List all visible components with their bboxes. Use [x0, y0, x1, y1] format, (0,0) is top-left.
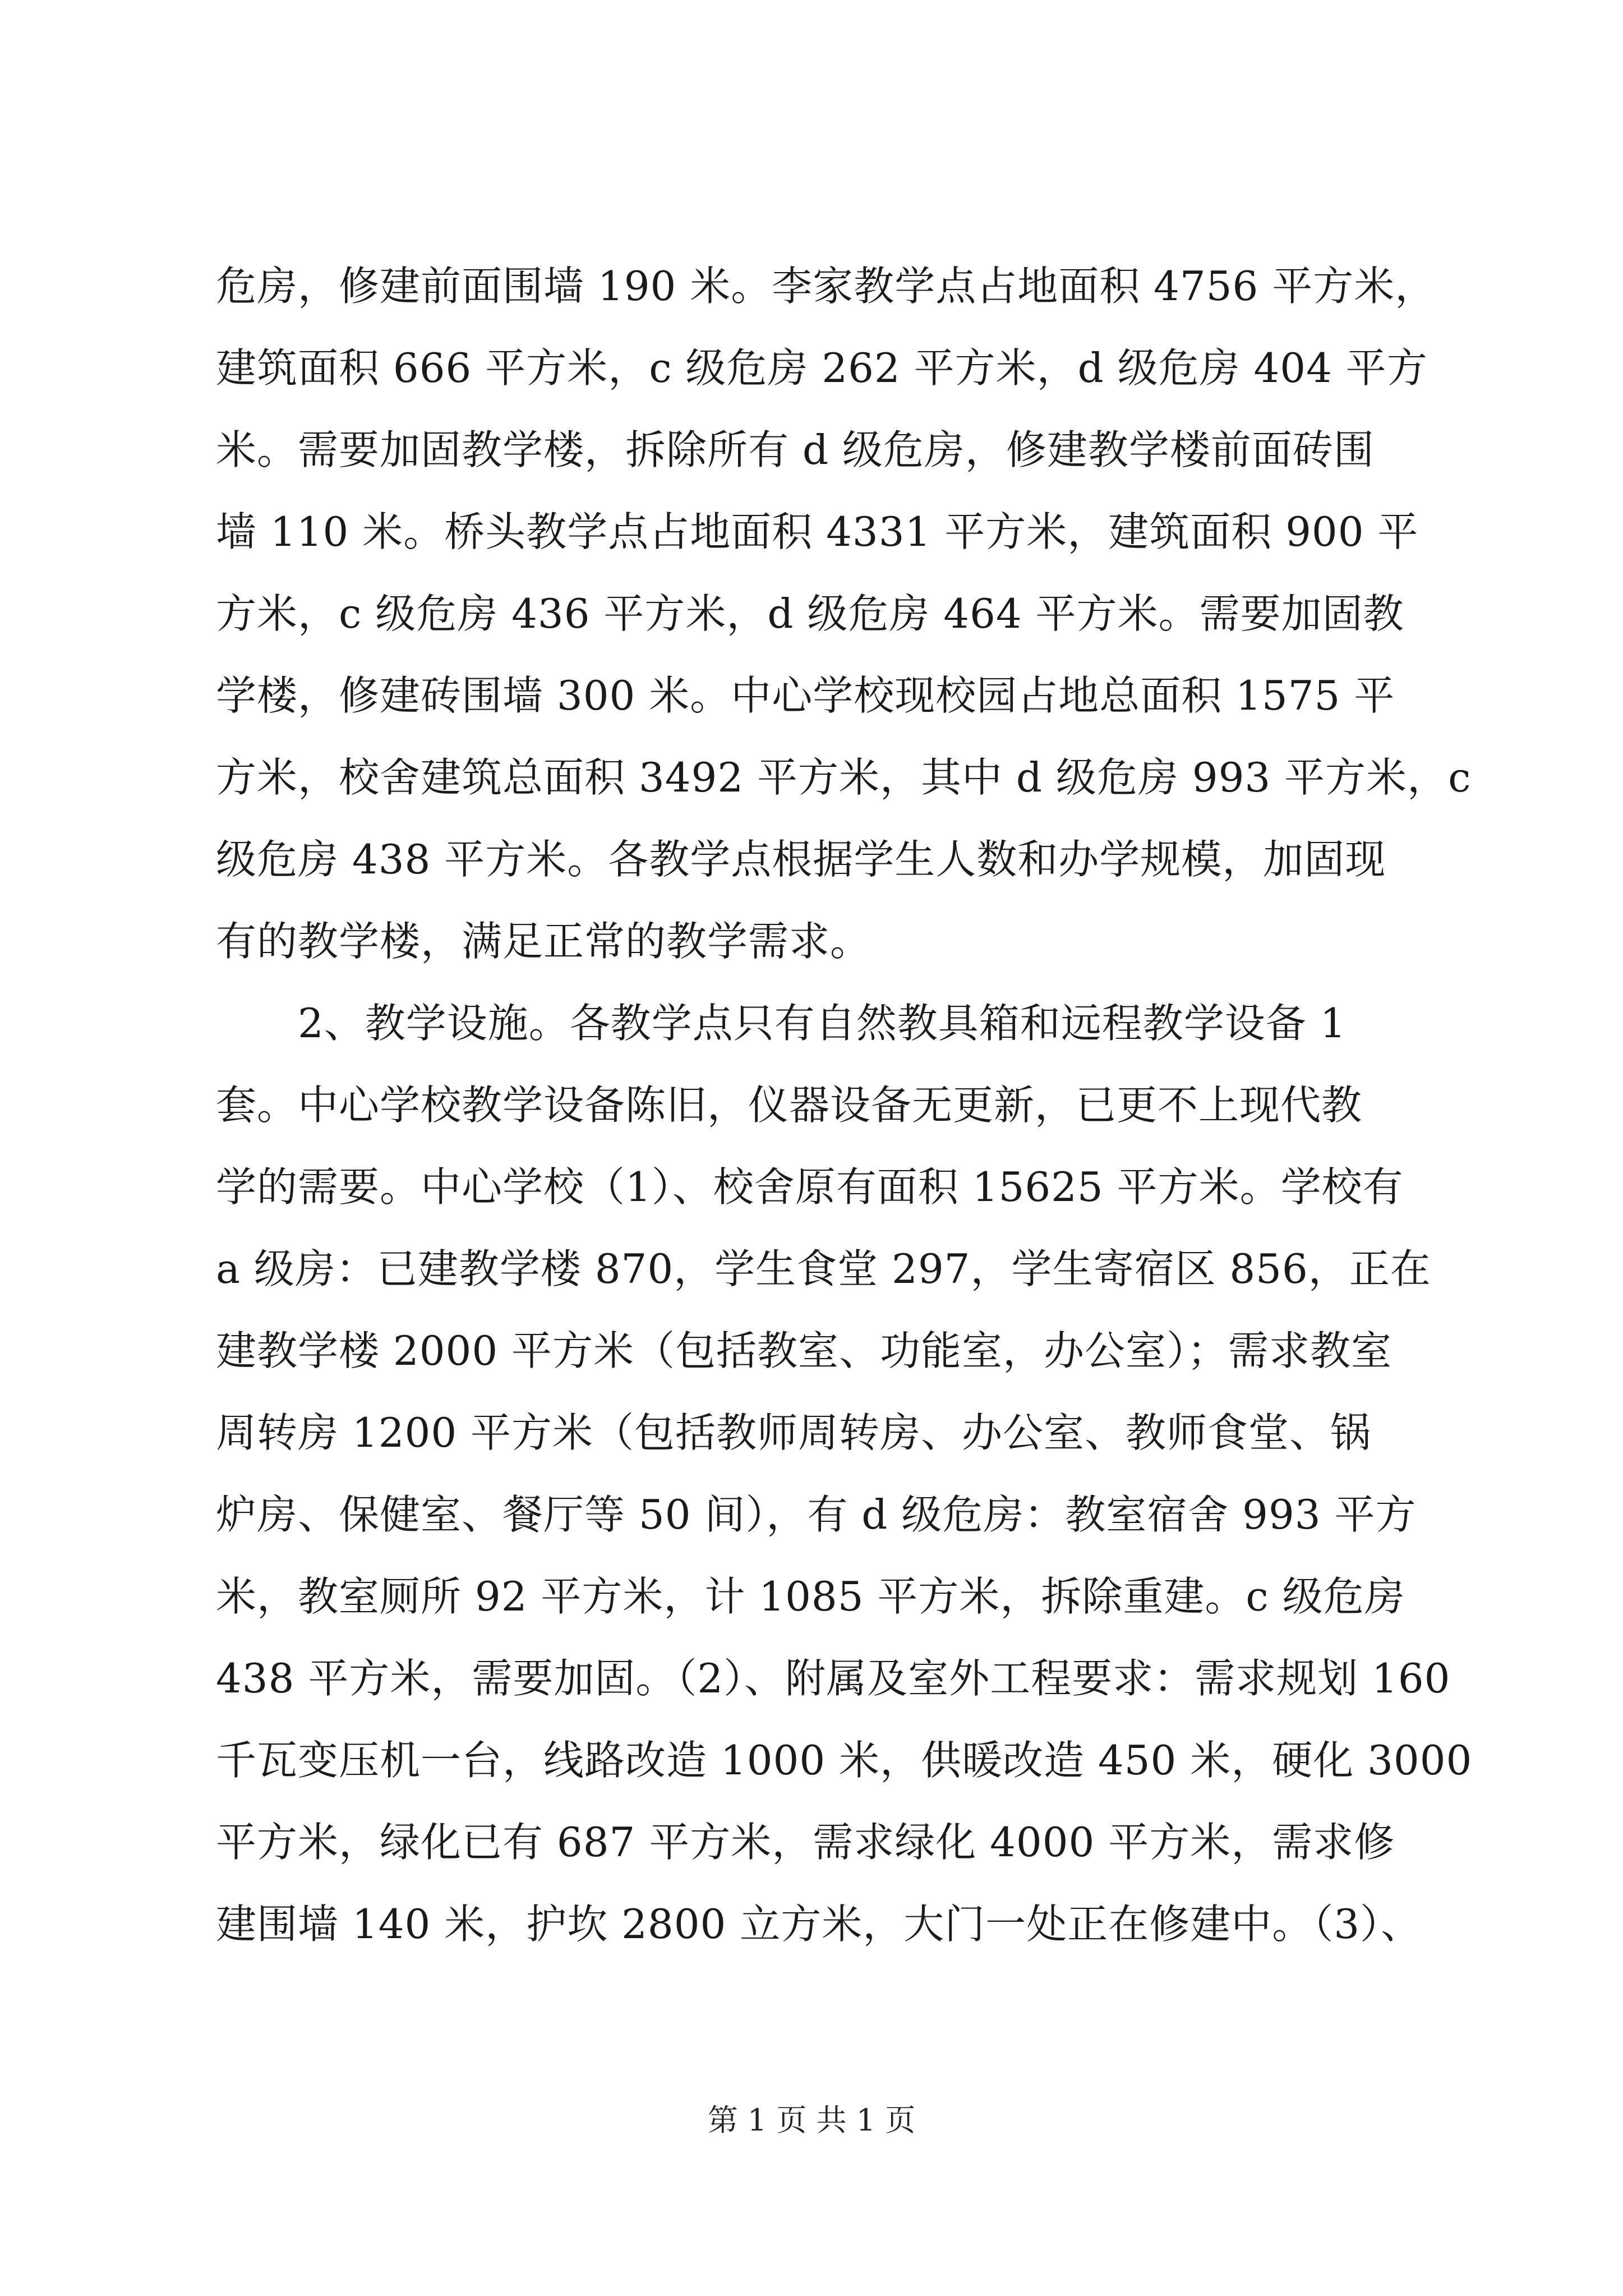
page-footer: 第 1 页 共 1 页: [707, 2102, 916, 2138]
text-line: 平方米，绿化已有 687 平方米，需求绿化 4000 平方米，需求修: [216, 1819, 1395, 1866]
text-line: 级危房 438 平方米。各教学点根据学生人数和办学规模，加固现: [216, 836, 1386, 883]
text-line: 套。中心学校教学设备陈旧，仪器设备无更新，已更不上现代教: [216, 1082, 1363, 1129]
text-line: 学楼，修建砖围墙 300 米。中心学校现校园占地总面积 1575 平: [216, 672, 1395, 719]
text-line: 炉房、保健室、餐厅等 50 间），有 d 级危房：教室宿舍 993 平方: [216, 1491, 1417, 1538]
text-line: 建教学楼 2000 平方米（包括教室、功能室，办公室）；需求教室: [216, 1327, 1393, 1374]
text-line: 学的需要。中心学校（1）、校舍原有面积 15625 平方米。学校有: [216, 1163, 1404, 1211]
text-line: 米。需要加固教学楼，拆除所有 d 级危房，修建教学楼前面砖围: [216, 426, 1375, 473]
text-line: 438 平方米，需要加固。（2）、附属及室外工程要求：需求规划 160: [216, 1655, 1451, 1702]
text-line: 2、教学设施。各教学点只有自然教具箱和远程教学设备 1: [216, 1000, 1347, 1047]
text-line: 有的教学楼，满足正常的教学需求。: [216, 918, 872, 965]
text-line: 墙 110 米。桥头教学点占地面积 4331 平方米，建筑面积 900 平: [216, 508, 1419, 555]
text-line: 米，教室厕所 92 平方米，计 1085 平方米，拆除重建。c 级危房: [216, 1573, 1405, 1620]
text-line: 方米，c 级危房 436 平方米，d 级危房 464 平方米。需要加固教: [216, 590, 1404, 637]
text-line: 周转房 1200 平方米（包括教师周转房、办公室、教师食堂、锅: [216, 1409, 1372, 1456]
text-line: 方米，校舍建筑总面积 3492 平方米，其中 d 级危房 993 平方米，c: [216, 754, 1472, 801]
text-line: 危房，修建前面围墙 190 米。李家教学点占地面积 4756 平方米，: [216, 263, 1436, 310]
text-line: 建围墙 140 米，护坎 2800 立方米，大门一处正在修建中。（3）、: [216, 1901, 1422, 1948]
text-line: 建筑面积 666 平方米，c 级危房 262 平方米，d 级危房 404 平方: [216, 344, 1428, 392]
text-line: 千瓦变压机一台，线路改造 1000 米，供暖改造 450 米，硬化 3000: [216, 1737, 1473, 1784]
text-line: a 级房：已建教学楼 870，学生食堂 297，学生寄宿区 856，正在: [216, 1245, 1431, 1292]
